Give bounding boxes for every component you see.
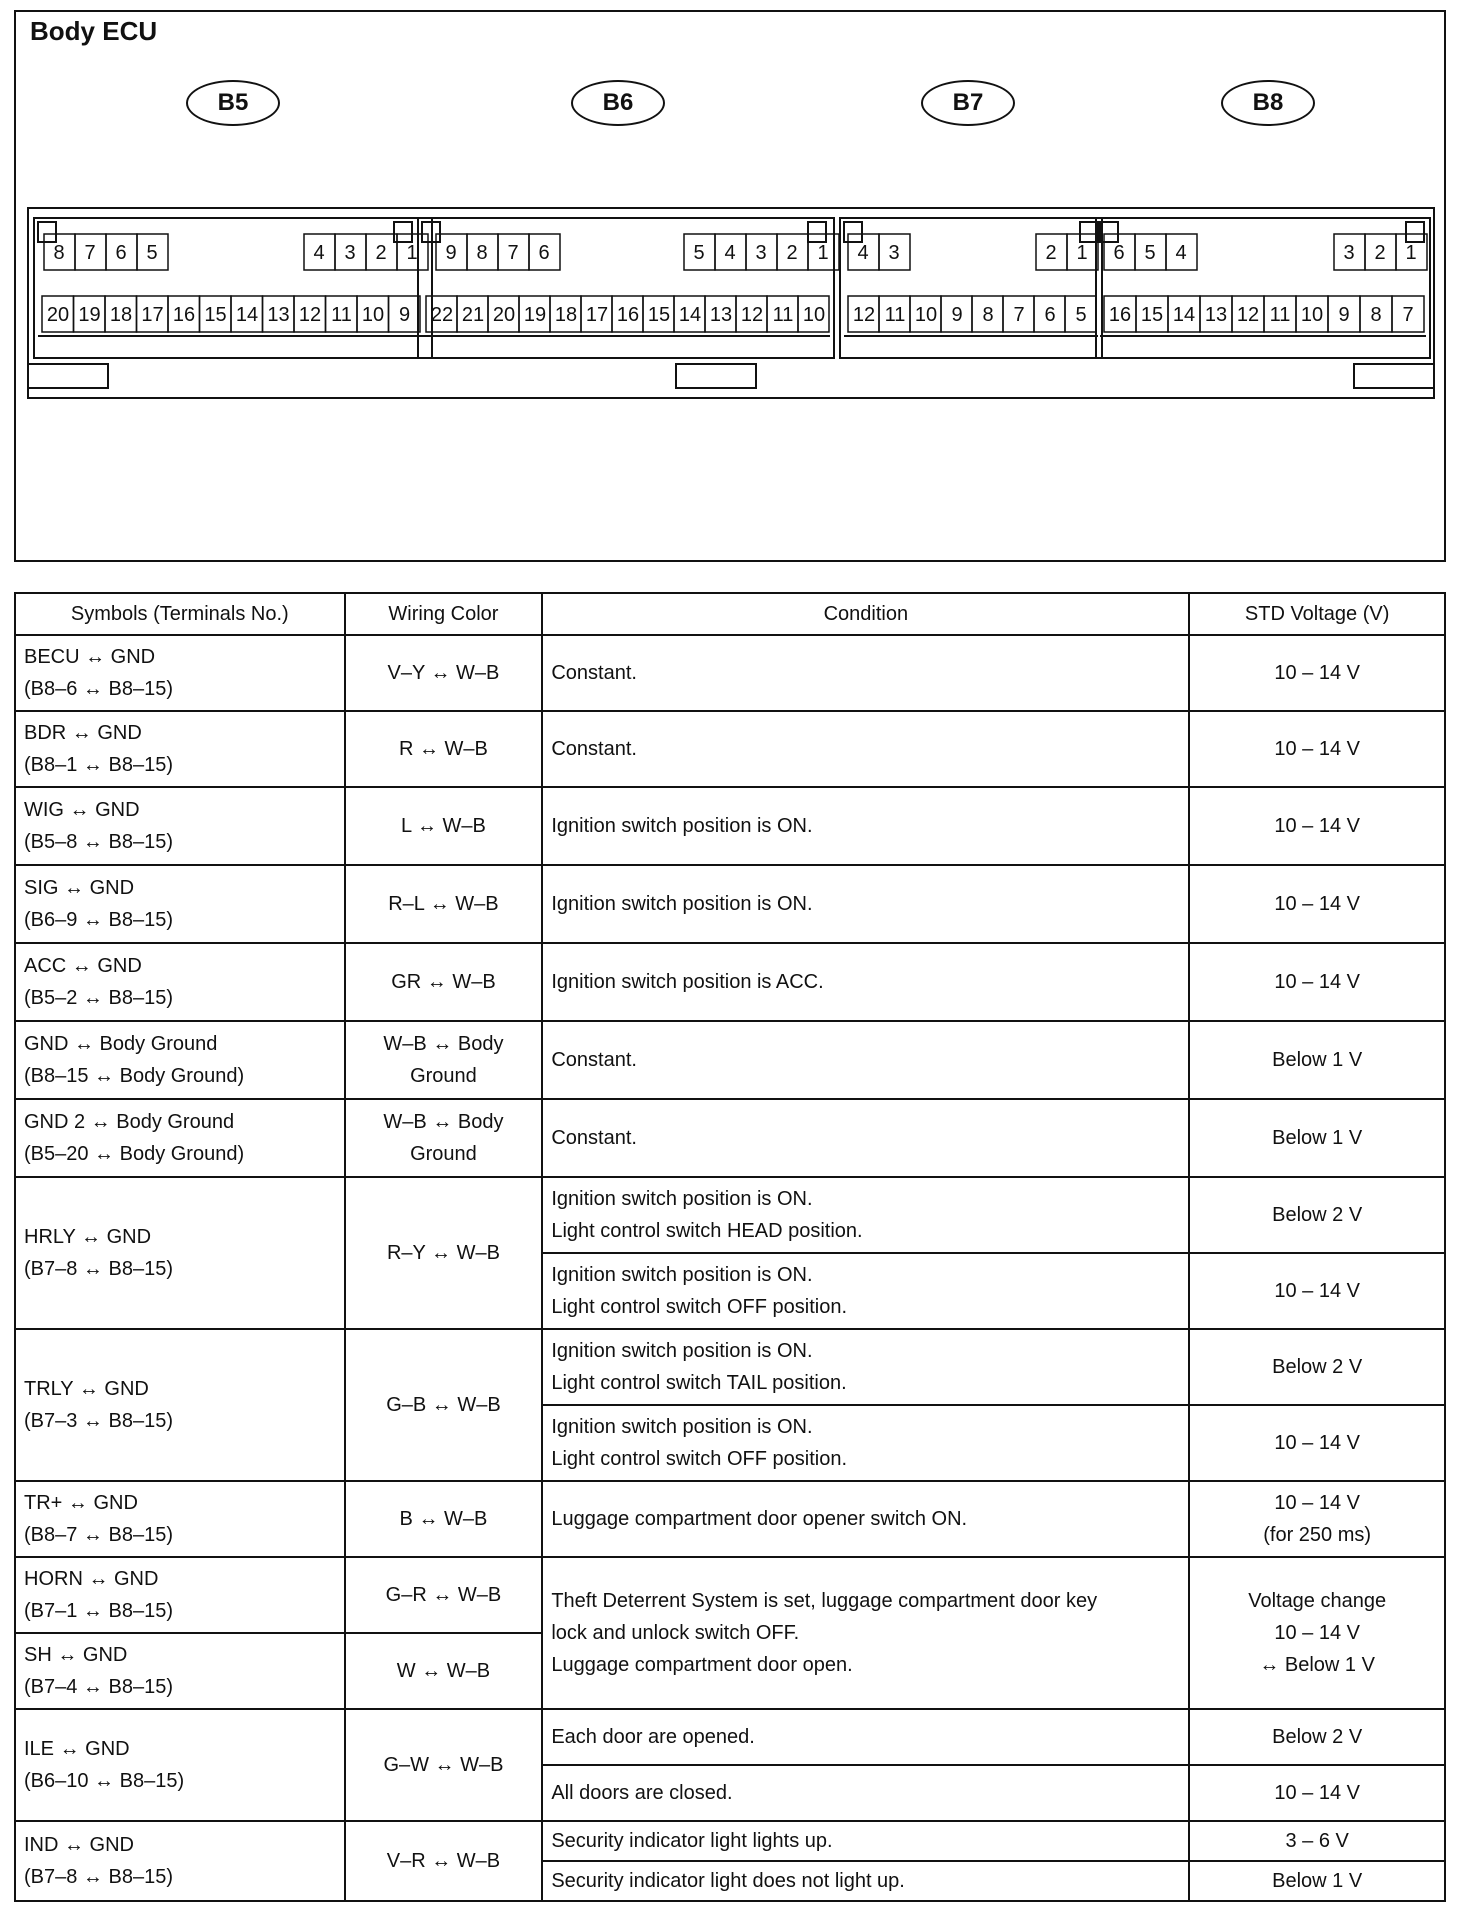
symbol: WIG ↔ GND: [24, 799, 140, 821]
condition-cont: Light control switch OFF position.: [551, 1296, 848, 1318]
std-voltage: 10 – 14 V: [1189, 635, 1445, 711]
std-voltage: 3 – 6 V: [1189, 1821, 1445, 1861]
pin-number-b7: 10: [914, 304, 938, 326]
connector-label-b6: B6: [571, 80, 665, 126]
condition-cont: Light control switch TAIL position.: [551, 1372, 847, 1394]
pin-number-b5: 6: [115, 242, 127, 264]
pin-number-b6: 19: [523, 304, 547, 326]
condition: Ignition switch position is ON.: [542, 787, 1189, 865]
condition: Ignition switch position is ON.: [542, 865, 1189, 943]
std-voltage: 10 – 14 V: [1189, 1765, 1445, 1821]
pin-number-b5: 13: [267, 304, 290, 326]
condition: Ignition switch position is ON.: [551, 1416, 813, 1438]
wiring-color: G–B ↔ W–B: [345, 1329, 543, 1481]
table-row: [15, 1099, 1445, 1177]
symbol: ILE ↔ GND: [24, 1738, 130, 1760]
condition-cont: Light control switch HEAD position.: [551, 1220, 863, 1242]
pin-number-b8: 8: [1370, 304, 1382, 326]
pin-number-b5: 17: [141, 304, 164, 326]
std-voltage: 10 – 14 V: [1189, 711, 1445, 787]
pin-number-b8: 4: [1175, 242, 1187, 264]
pin-number-b6: 16: [616, 304, 640, 326]
condition: All doors are closed.: [542, 1765, 1189, 1821]
pin-number-b7: 8: [982, 304, 994, 326]
pin-number-b8: 10: [1300, 304, 1324, 326]
pin-number-b8: 14: [1172, 304, 1196, 326]
condition-cont: Light control switch OFF position.: [551, 1448, 848, 1470]
pin-number-b5: 15: [204, 304, 227, 326]
wiring-color: V–Y ↔ W–B: [345, 635, 543, 711]
std-voltage: Below 2 V: [1189, 1709, 1445, 1765]
wiring-color: GR ↔ W–B: [345, 943, 543, 1021]
symbol: BECU ↔ GND: [24, 646, 156, 668]
condition: Constant.: [542, 1021, 1189, 1099]
pin-number-b7: 4: [857, 242, 869, 264]
pin-number-b5: 4: [313, 242, 325, 264]
terminal-voltage-table: [14, 592, 1446, 1902]
table-header-row: [15, 593, 1445, 635]
pin-number-b5: 3: [344, 242, 356, 264]
ecu-housing-outline: [28, 208, 1434, 398]
pin-number-b6: 14: [678, 304, 702, 326]
connector-outlines: [16, 12, 1444, 560]
pin-number-b6: 3: [755, 242, 767, 264]
pin-number-b5: 2: [375, 242, 387, 264]
std-voltage: Below 1 V: [1189, 1021, 1445, 1099]
table-row: [15, 1021, 1445, 1099]
symbol: GND ↔ Body Ground: [24, 1033, 218, 1055]
symbol: GND 2 ↔ Body Ground: [24, 1111, 235, 1133]
pin-number-b7: 9: [951, 304, 963, 326]
pin-number-b6: 11: [772, 304, 794, 326]
terminals: (B7–4 ↔ B8–15): [24, 1676, 173, 1698]
pin-number-b8: 7: [1402, 304, 1414, 326]
pin-number-b7: 6: [1044, 304, 1056, 326]
condition-cont: lock and unlock switch OFF.: [551, 1622, 800, 1644]
symbol: TR+ ↔ GND: [24, 1492, 138, 1514]
wiring-color: R–L ↔ W–B: [345, 865, 543, 943]
std-voltage: 10 – 14 V: [1189, 1253, 1445, 1329]
pin-number-b5: 7: [84, 242, 96, 264]
pin-number-b5: 14: [235, 304, 259, 326]
pin-number-b6: 13: [709, 304, 733, 326]
wiring-color: G–R ↔ W–B: [345, 1557, 543, 1633]
terminals: (B8–6 ↔ B8–15): [24, 678, 173, 700]
condition: Constant.: [542, 635, 1189, 711]
pin-number-b6: 9: [445, 242, 457, 264]
pin-number-b5: 5: [146, 242, 158, 264]
std-voltage: Below 1 V: [1189, 1099, 1445, 1177]
pin-number-b6: 4: [724, 242, 736, 264]
pin-number-b5: 10: [361, 304, 385, 326]
pin-number-b6: 7: [507, 242, 519, 264]
pin-number-b7: 3: [888, 242, 900, 264]
std-voltage: Below 1 V: [1189, 1861, 1445, 1901]
pin-number-b7: 5: [1075, 304, 1087, 326]
symbol: TRLY ↔ GND: [24, 1378, 149, 1400]
wiring-color: G–W ↔ W–B: [345, 1709, 543, 1821]
terminals: (B5–2 ↔ B8–15): [24, 987, 173, 1009]
table-row: [15, 865, 1445, 943]
pin-number-b6: 10: [802, 304, 826, 326]
terminals: (B8–1 ↔ B8–15): [24, 754, 173, 776]
symbol: ACC ↔ GND: [24, 955, 142, 977]
wiring-color: V–R ↔ W–B: [345, 1821, 543, 1901]
std-voltage-cont: ↔ Below 1 V: [1259, 1654, 1375, 1676]
pin-number-b5: 18: [109, 304, 133, 326]
pin-number-b5: 12: [298, 304, 322, 326]
header-symbols: Symbols (Terminals No.): [15, 593, 345, 635]
symbol: IND ↔ GND: [24, 1834, 134, 1856]
condition: Luggage compartment door opener switch ON.: [542, 1481, 1189, 1557]
condition-cont: Luggage compartment door open.: [551, 1654, 853, 1676]
pin-number-b8: 2: [1374, 242, 1386, 264]
pin-number-b6: 15: [647, 304, 671, 326]
pin-number-b7: 7: [1013, 304, 1025, 326]
condition: Ignition switch position is ON.: [551, 1264, 813, 1286]
pin-number-b6: 20: [492, 304, 516, 326]
pin-number-b5: 19: [78, 304, 101, 326]
connector-label-b5: B5: [186, 80, 280, 126]
wiring-color: W–B ↔ Body: [383, 1111, 504, 1133]
connector-diagram: [14, 10, 1446, 562]
pin-number-b8: 16: [1108, 304, 1132, 326]
terminals: (B6–9 ↔ B8–15): [24, 909, 173, 931]
pin-number-b7: 12: [852, 304, 876, 326]
table-row: [15, 1821, 1445, 1861]
std-voltage: 10 – 14 V: [1274, 1492, 1360, 1514]
header-condition: Condition: [542, 593, 1189, 635]
terminals: (B5–8 ↔ B8–15): [24, 831, 173, 853]
pin-number-b7: 1: [1076, 242, 1088, 264]
pin-number-b8: 3: [1343, 242, 1355, 264]
pin-number-b8: 6: [1113, 242, 1125, 264]
condition: Security indicator light lights up.: [542, 1821, 1189, 1861]
wiring-color: R–Y ↔ W–B: [345, 1177, 543, 1329]
std-voltage: 10 – 14 V: [1189, 1405, 1445, 1481]
diagram-title: Body ECU: [30, 16, 158, 46]
std-voltage: 10 – 14 V: [1189, 865, 1445, 943]
terminals: (B6–10 ↔ B8–15): [24, 1770, 185, 1792]
terminals: (B7–3 ↔ B8–15): [24, 1410, 173, 1432]
condition: Ignition switch position is ACC.: [542, 943, 1189, 1021]
pin-number-b6: 22: [430, 304, 454, 326]
pin-number-b5: 1: [406, 242, 418, 264]
table-row: [15, 1177, 1445, 1253]
header-std-voltage: STD Voltage (V): [1189, 593, 1445, 635]
symbol: SH ↔ GND: [24, 1644, 128, 1666]
pin-number-b7: 11: [884, 304, 906, 326]
condition: Ignition switch position is ON.: [551, 1188, 813, 1210]
condition: Constant.: [542, 711, 1189, 787]
connector-label-b7: B7: [921, 80, 1015, 126]
condition: Constant.: [542, 1099, 1189, 1177]
pin-number-b8: 9: [1338, 304, 1350, 326]
header-wiring-color: Wiring Color: [345, 593, 543, 635]
symbol: SIG ↔ GND: [24, 877, 135, 899]
pin-number-b8: 1: [1405, 242, 1417, 264]
pin-number-b8: 5: [1144, 242, 1156, 264]
table-row: [15, 1481, 1445, 1557]
pin-number-b6: 17: [585, 304, 609, 326]
std-voltage: 10 – 14 V: [1189, 787, 1445, 865]
pin-number-b5: 9: [398, 304, 411, 326]
table-row: [15, 635, 1445, 711]
terminals: (B7–1 ↔ B8–15): [24, 1600, 173, 1622]
pin-number-b6: 21: [461, 304, 485, 326]
pin-number-b8: 15: [1140, 304, 1164, 326]
pin-number-b6: 1: [817, 242, 829, 264]
table-row: [15, 1329, 1445, 1405]
condition: Security indicator light does not light up.: [542, 1861, 1189, 1901]
wiring-color: L ↔ W–B: [345, 787, 543, 865]
pin-number-b8: 11: [1269, 304, 1291, 326]
symbol: HRLY ↔ GND: [24, 1226, 152, 1248]
table-row: [15, 787, 1445, 865]
terminals: (B8–15 ↔ Body Ground): [24, 1065, 245, 1087]
symbol: BDR ↔ GND: [24, 722, 142, 744]
condition: Theft Deterrent System is set, luggage compartment door key: [551, 1590, 1098, 1612]
std-voltage: Below 2 V: [1189, 1329, 1445, 1405]
wiring-color: W ↔ W–B: [345, 1633, 543, 1709]
table-row: [15, 1557, 1445, 1633]
pin-number-b6: 5: [693, 242, 705, 264]
std-voltage: 10 – 14 V: [1189, 943, 1445, 1021]
pin-number-b7: 2: [1045, 242, 1057, 264]
pin-number-b6: 12: [740, 304, 764, 326]
pin-number-b6: 2: [786, 242, 798, 264]
pin-number-b8: 13: [1204, 304, 1228, 326]
table-row: [15, 711, 1445, 787]
symbol: HORN ↔ GND: [24, 1568, 159, 1590]
std-voltage: Below 2 V: [1189, 1177, 1445, 1253]
pin-number-b5: 20: [46, 304, 70, 326]
pin-number-b6: 8: [476, 242, 488, 264]
std-voltage-note: (for 250 ms): [1263, 1524, 1372, 1546]
table-row: [15, 1709, 1445, 1765]
terminals: (B7–8 ↔ B8–15): [24, 1866, 173, 1888]
wiring-color: R ↔ W–B: [345, 711, 543, 787]
pin-number-b5: 16: [172, 304, 196, 326]
pin-number-b6: 6: [538, 242, 550, 264]
terminals: (B8–7 ↔ B8–15): [24, 1524, 173, 1546]
wiring-color-cont: Ground: [410, 1065, 477, 1087]
terminals: (B5–20 ↔ Body Ground): [24, 1143, 245, 1165]
table-row: [15, 943, 1445, 1021]
condition: Each door are opened.: [542, 1709, 1189, 1765]
pin-number-b8: 12: [1236, 304, 1260, 326]
std-voltage-cont: 10 – 14 V: [1274, 1622, 1360, 1644]
condition: Ignition switch position is ON.: [551, 1340, 813, 1362]
pin-number-b5: 8: [53, 242, 65, 264]
wiring-color: W–B ↔ Body: [383, 1033, 504, 1055]
wiring-color: B ↔ W–B: [345, 1481, 543, 1557]
wiring-color-cont: Ground: [410, 1143, 477, 1165]
pin-number-b6: 18: [554, 304, 578, 326]
pin-number-b5: 11: [331, 304, 352, 326]
std-voltage: Voltage change: [1248, 1590, 1387, 1612]
terminals: (B7–8 ↔ B8–15): [24, 1258, 173, 1280]
connector-label-b8: B8: [1221, 80, 1315, 126]
